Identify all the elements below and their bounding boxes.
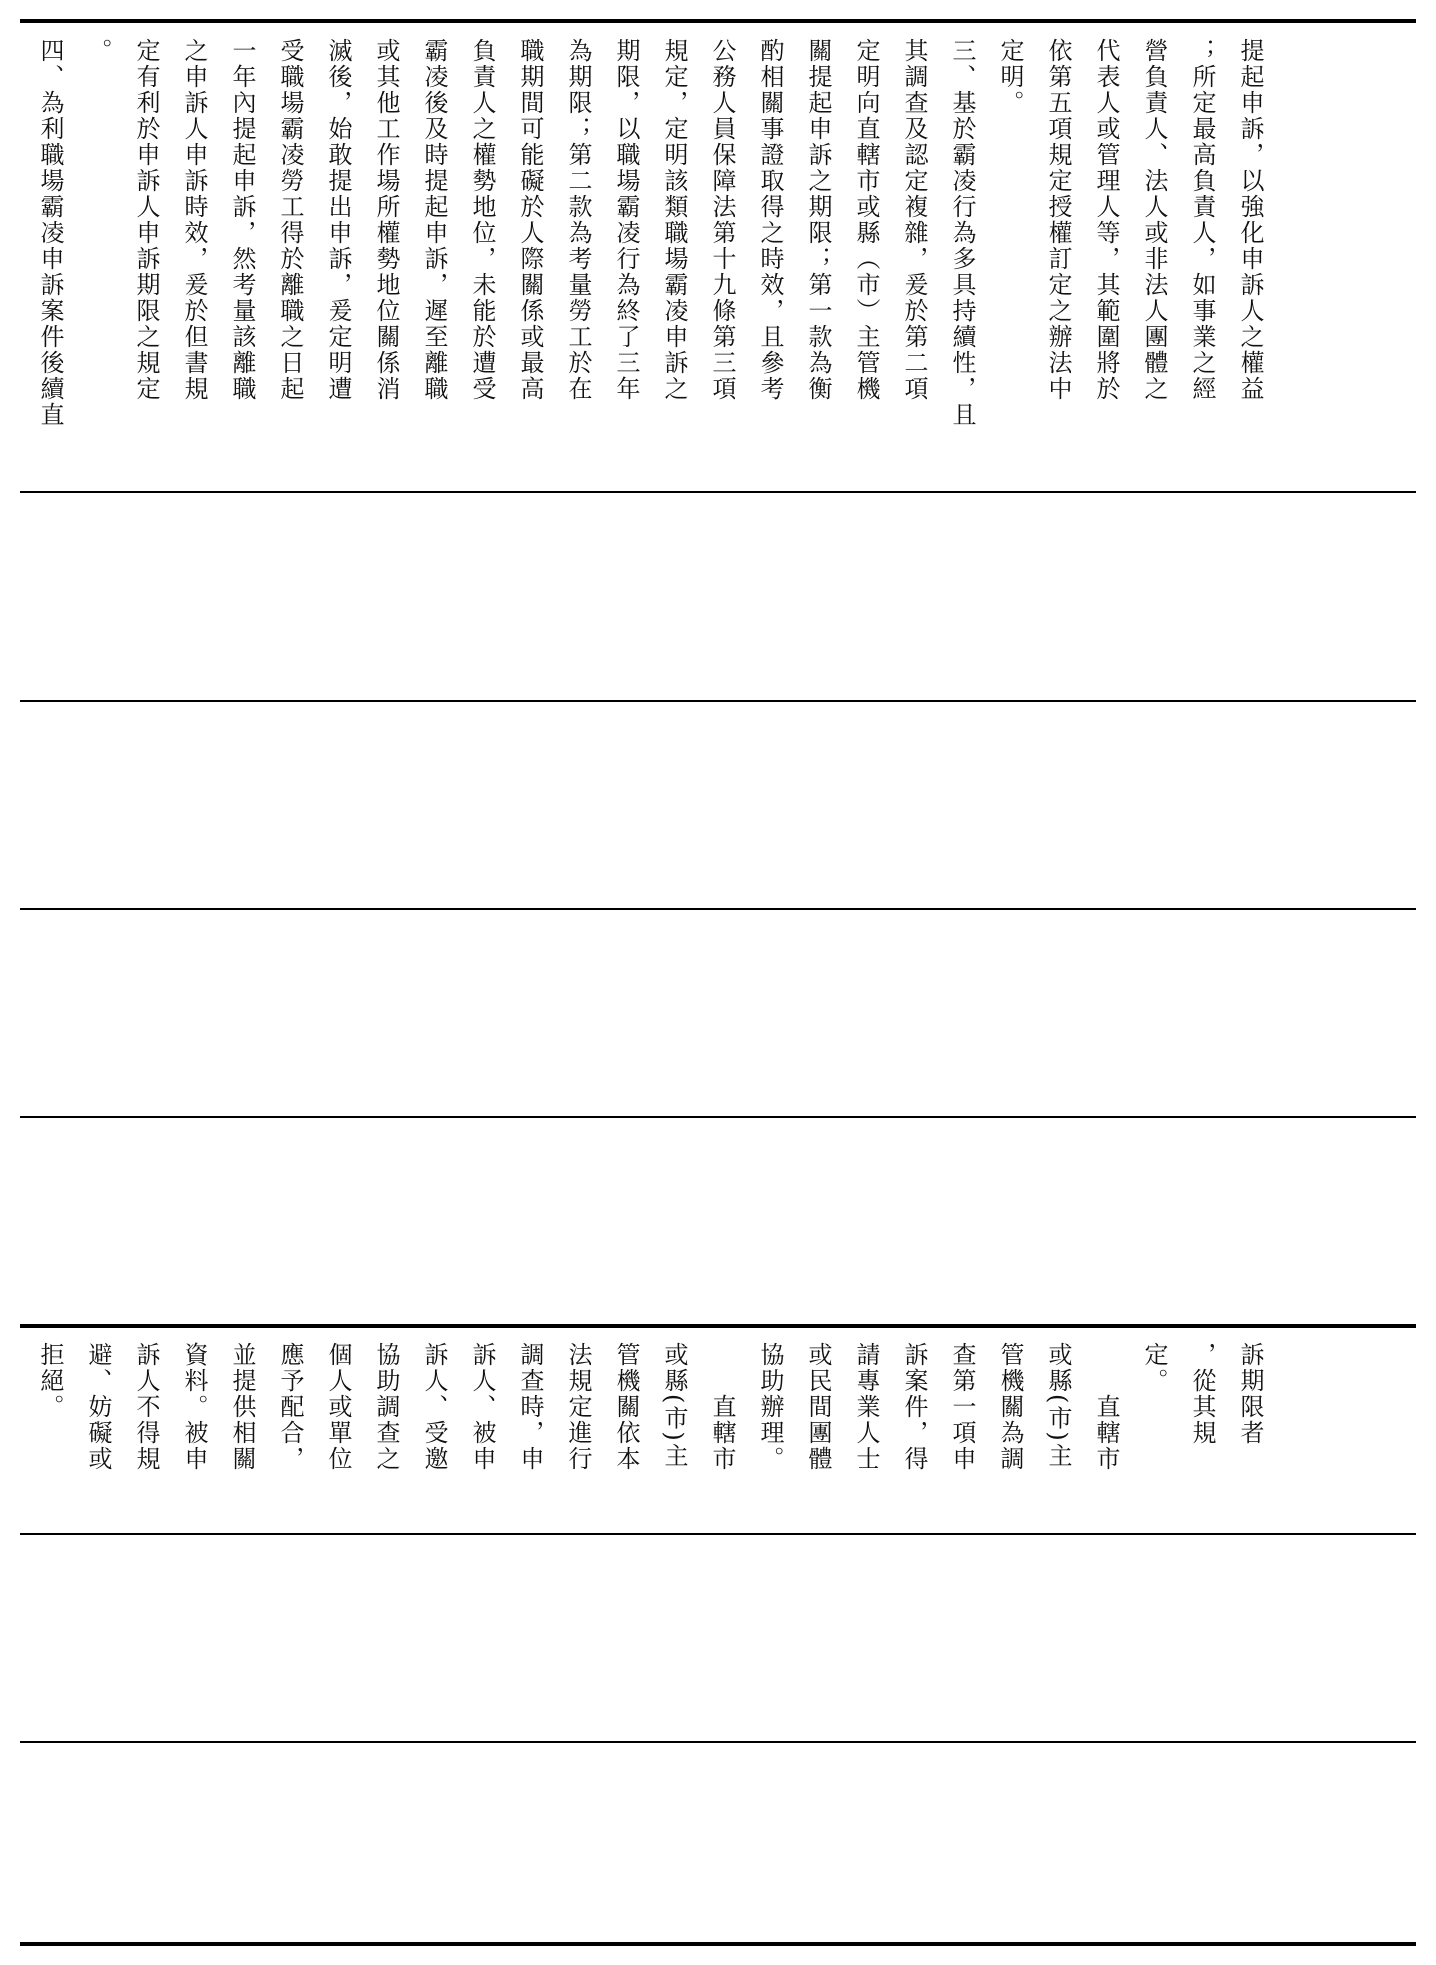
table-top-rule: [20, 19, 1416, 23]
text-line: 訴人不得規: [132, 1342, 160, 1472]
text-line: 定明向直轄市或縣（市）主管機: [852, 38, 880, 402]
text-line: 公務人員保障法第十九條第三項: [708, 38, 736, 402]
text-line: 訴案件，得: [900, 1342, 928, 1472]
text-line: 直轄市: [1092, 1342, 1120, 1472]
text-line: 負責人之權勢地位，未能於遭受: [468, 38, 496, 402]
text-line: 依第五項規定授權訂定之辦法中: [1044, 38, 1072, 402]
text-line: 協助調查之: [372, 1342, 400, 1472]
text-line: 訴期限者: [1236, 1342, 1264, 1446]
row-divider: [20, 1116, 1416, 1118]
text-line: 四、為利職場霸凌申訴案件後續直: [36, 38, 64, 428]
row-divider: [20, 1533, 1416, 1535]
text-line: 三、基於霸凌行為多具持續性，且: [948, 38, 976, 428]
text-line: 提起申訴，以強化申訴人之權益: [1236, 38, 1264, 402]
text-line: 為期限；第二款為考量勞工於在: [564, 38, 592, 402]
text-line: 請專業人士: [852, 1342, 880, 1472]
text-line: 定。: [1140, 1342, 1168, 1394]
text-line: ，從其規: [1188, 1342, 1216, 1446]
text-line: 定有利於申訴人申訴期限之規定: [132, 38, 160, 402]
text-line: 或民間團體: [804, 1342, 832, 1472]
text-line: 應予配合，: [276, 1342, 304, 1472]
text-line: 避、妨礙或: [84, 1342, 112, 1472]
text-line: 代表人或管理人等，其範圍將於: [1092, 38, 1120, 402]
text-line: 協助辦理。: [756, 1342, 784, 1472]
text-line: 或縣(市)主: [660, 1342, 688, 1469]
row-divider: [20, 1741, 1416, 1743]
text-line: 個人或單位: [324, 1342, 352, 1472]
article-text: [26, 1342, 1274, 1472]
text-line: 期限，以職場霸凌行為終了三年: [612, 38, 640, 402]
text-line: 法規定進行: [564, 1342, 592, 1472]
text-line: 霸凌後及時提起申訴，遲至離職: [420, 38, 448, 402]
text-line: 其調查及認定複雜，爰於第二項: [900, 38, 928, 402]
text-line: 管機關為調: [996, 1342, 1024, 1472]
text-line: 直轄市: [708, 1342, 736, 1472]
text-line: 一年內提起申訴，然考量該離職: [228, 38, 256, 402]
explanation-text: [26, 38, 1274, 428]
row-divider: [20, 491, 1416, 493]
text-line: 職期間可能礙於人際關係或最高: [516, 38, 544, 402]
text-line: 滅後，始敢提出申訴，爰定明遭: [324, 38, 352, 402]
text-line: 或其他工作場所權勢地位關係消: [372, 38, 400, 402]
row-divider: [20, 700, 1416, 702]
text-line: 或縣(市)主: [1044, 1342, 1072, 1469]
text-line: 。: [84, 38, 112, 64]
text-line: 並提供相關: [228, 1342, 256, 1472]
article-cell: [20, 1328, 1416, 1532]
text-line: 調查時，申: [516, 1342, 544, 1472]
text-line: 拒絕。: [36, 1342, 64, 1420]
text-line: 營負責人、法人或非法人團體之: [1140, 38, 1168, 402]
text-line: 定明。: [996, 38, 1024, 116]
text-line: 資料。被申: [180, 1342, 208, 1472]
text-line: 關提起申訴之期限；第一款為衡: [804, 38, 832, 402]
text-line: 之申訴人申訴時效，爰於但書規: [180, 38, 208, 402]
text-line: ；所定最高負責人，如事業之經: [1188, 38, 1216, 402]
row-divider: [20, 908, 1416, 910]
text-line: 酌相關事證取得之時效，且參考: [756, 38, 784, 402]
text-line: 訴人、被申: [468, 1342, 496, 1472]
text-line: 受職場霸凌勞工得於離職之日起: [276, 38, 304, 402]
explanation-cell: [20, 24, 1416, 490]
text-line: 管機關依本: [612, 1342, 640, 1472]
table-bottom-rule: [20, 1942, 1416, 1946]
text-line: 規定，定明該類職場霸凌申訴之: [660, 38, 688, 402]
text-line: 查第一項申: [948, 1342, 976, 1472]
text-line: 訴人、受邀: [420, 1342, 448, 1472]
